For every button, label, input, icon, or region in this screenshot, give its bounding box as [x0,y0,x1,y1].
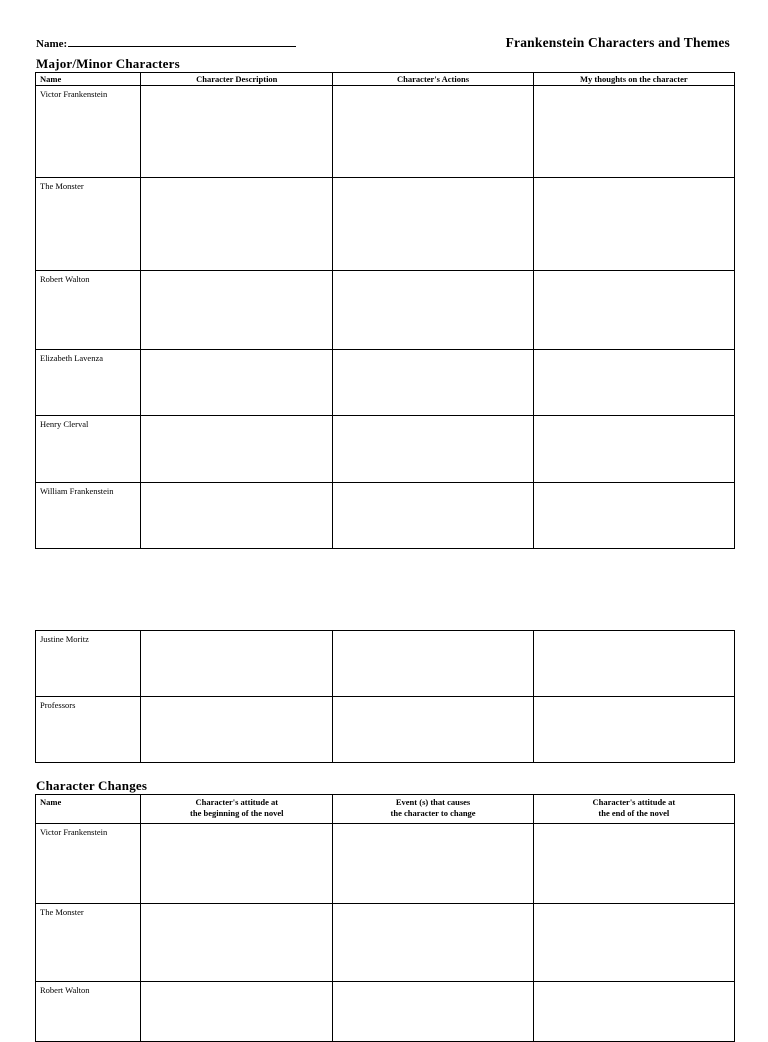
name-cell [36,982,141,1042]
thoughts-cell[interactable] [533,416,734,483]
column-header-line: Name [40,797,62,807]
column-header-line: the beginning of the novel [190,808,284,818]
table-row [36,416,735,483]
table-header-row [36,73,735,86]
column-header-line: Event (s) that causes [395,797,471,807]
character-name: Robert Walton [40,274,90,284]
description-cell[interactable] [141,178,333,271]
attitude-end-cell[interactable] [533,982,734,1042]
attitude-beginning-cell[interactable] [141,982,333,1042]
name-field[interactable] [36,37,296,50]
actions-cell[interactable] [333,697,533,763]
name-cell [36,271,141,350]
actions-cell[interactable] [333,350,533,416]
thoughts-cell[interactable] [533,697,734,763]
character-name: William Frankenstein [40,486,114,496]
name-cell [36,824,141,904]
column-header-actions: Character's Actions [333,73,533,86]
name-cell [36,178,141,271]
table-row [36,178,735,271]
table-row [36,824,735,904]
major-minor-section-title: Major/Minor Characters [36,56,180,71]
table-row [36,483,735,549]
column-header-event [333,795,533,824]
attitude-beginning-cell[interactable] [141,824,333,904]
character-name: Victor Frankenstein [40,827,108,837]
event-cell[interactable] [333,982,533,1042]
actions-cell[interactable] [333,178,533,271]
character-name: Robert Walton [40,985,90,995]
page-title: Frankenstein Characters and Themes [505,35,730,50]
character-name: Professors [40,700,76,710]
name-cell [36,350,141,416]
name-label: Name: [36,38,68,50]
column-header-line: the character to change [390,808,476,818]
actions-cell[interactable] [333,483,533,549]
attitude-end-cell[interactable] [533,904,734,982]
column-header-attitude-end [533,795,734,824]
description-cell[interactable] [141,631,333,697]
table-row [36,904,735,982]
actions-cell[interactable] [333,631,533,697]
event-cell[interactable] [333,904,533,982]
character-name: The Monster [40,907,84,917]
character-name: Justine Moritz [40,634,89,644]
character-name: The Monster [40,181,84,191]
column-header-line: the end of the novel [598,808,670,818]
description-cell[interactable] [141,483,333,549]
table-row [36,271,735,350]
major-minor-table [35,72,735,549]
table-row [36,631,735,697]
description-cell[interactable] [141,271,333,350]
column-header-attitude-beginning [141,795,333,824]
name-cell [36,697,141,763]
column-header-line: Character's attitude at [592,797,676,807]
name-cell [36,483,141,549]
name-cell [36,86,141,178]
description-cell[interactable] [141,697,333,763]
name-line[interactable] [68,37,296,47]
column-header-description: Character Description [141,73,333,86]
character-name: Elizabeth Lavenza [40,353,104,363]
description-cell[interactable] [141,86,333,178]
name-cell [36,904,141,982]
thoughts-cell[interactable] [533,271,734,350]
column-header-thoughts: My thoughts on the character [533,73,734,86]
column-header-name [36,795,141,824]
attitude-end-cell[interactable] [533,824,734,904]
name-cell [36,416,141,483]
character-name: Henry Clerval [40,419,89,429]
thoughts-cell[interactable] [533,178,734,271]
description-cell[interactable] [141,416,333,483]
column-header-line: Character's attitude at [195,797,279,807]
thoughts-cell[interactable] [533,350,734,416]
character-changes-table [35,794,735,1042]
table-row [36,86,735,178]
actions-cell[interactable] [333,416,533,483]
thoughts-cell[interactable] [533,483,734,549]
major-minor-table-continued [35,630,735,763]
table-row [36,350,735,416]
character-changes-section-title: Character Changes [36,778,148,793]
table-row [36,982,735,1042]
description-cell[interactable] [141,350,333,416]
character-name: Victor Frankenstein [40,89,108,99]
actions-cell[interactable] [333,86,533,178]
actions-cell[interactable] [333,271,533,350]
thoughts-cell[interactable] [533,631,734,697]
attitude-beginning-cell[interactable] [141,904,333,982]
table-header-row [36,795,735,824]
thoughts-cell[interactable] [533,86,734,178]
name-cell [36,631,141,697]
column-header-name: Name [36,73,141,86]
event-cell[interactable] [333,824,533,904]
table-row [36,697,735,763]
